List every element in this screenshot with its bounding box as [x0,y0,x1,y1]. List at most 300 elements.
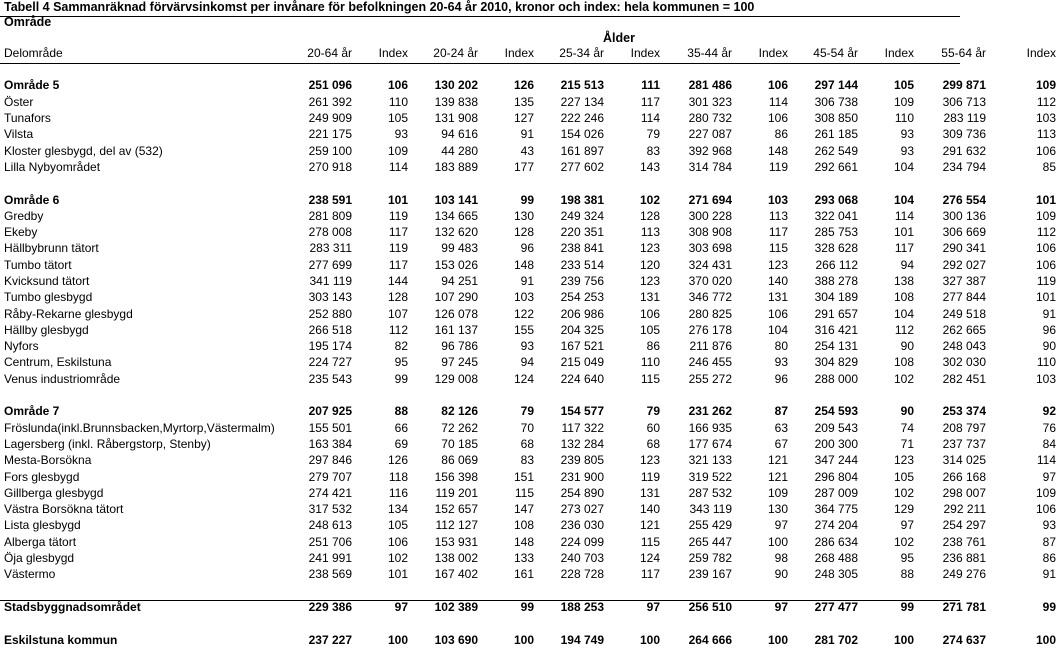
row-label: Gredby [4,208,44,223]
income-cell: 304 829 [814,355,858,370]
index-cell: 79 [646,127,660,142]
table-row [0,534,1056,550]
index-cell: 93 [900,143,914,158]
column-header: 25-34 år [559,45,604,60]
income-cell: 238 761 [942,534,986,549]
spacer-cell [0,615,1056,631]
index-cell: 115 [768,241,788,256]
index-cell: 71 [900,436,914,451]
income-cell: 221 175 [308,127,352,142]
income-cell: 249 518 [942,306,986,321]
income-cell: 281 809 [308,208,352,223]
income-cell: 287 532 [688,485,732,500]
income-cell: 177 674 [688,436,732,451]
income-cell: 112 127 [435,518,478,533]
index-cell: 90 [1042,339,1056,354]
index-cell: 93 [1042,518,1056,533]
income-cell: 302 030 [942,355,986,370]
column-header: 35-44 år [687,45,732,60]
index-cell: 88 [900,567,914,582]
spacer-row [0,583,1056,599]
income-cell: 227 134 [560,94,604,109]
index-cell: 123 [639,453,660,468]
income-cell: 231 262 [688,404,732,419]
income-cell: 262 549 [814,143,858,158]
index-cell: 91 [1042,567,1056,582]
income-cell: 131 908 [434,111,478,126]
index-cell: 99 [520,192,534,207]
table-row [0,452,1056,468]
income-cell: 204 325 [560,322,604,337]
income-cell: 206 986 [560,306,604,321]
table-row [0,273,1056,289]
index-cell: 117 [894,241,914,256]
index-cell: 100 [1035,632,1056,647]
index-cell: 100 [767,534,788,549]
income-cell: 297 144 [814,78,858,93]
column-header: Index [630,45,660,60]
index-cell: 113 [768,208,788,223]
income-cell: 188 253 [560,599,604,614]
income-cell: 283 311 [309,241,352,256]
area-summary-row [0,191,1056,207]
income-cell: 300 136 [942,208,986,223]
index-cell: 105 [387,111,408,126]
index-cell: 109 [893,94,914,109]
income-cell: 239 167 [688,567,732,582]
table-row [0,142,1056,158]
income-cell: 132 284 [560,436,604,451]
row-label: Öja glesbygd [4,551,75,566]
index-cell: 128 [513,225,534,240]
index-cell: 70 [520,420,534,435]
index-cell: 76 [1042,420,1056,435]
index-cell: 117 [388,257,408,272]
index-cell: 130 [513,208,534,223]
index-cell: 106 [387,78,408,93]
table-row [0,436,1056,452]
index-cell: 101 [1035,290,1056,305]
income-cell: 229 386 [308,599,352,614]
income-cell: 308 908 [688,225,732,240]
index-cell: 114 [894,208,914,223]
index-cell: 121 [767,453,788,468]
index-cell: 131 [767,290,788,305]
table-row [0,485,1056,501]
income-cell: 96 786 [441,339,478,354]
income-cell: 254 131 [814,339,858,354]
index-cell: 86 [646,339,660,354]
income-cell: 248 305 [814,567,858,582]
row-label: Hällby glesbygd [4,322,89,337]
row-label: Gillberga glesbygd [4,485,104,500]
index-cell: 99 [394,371,408,386]
income-cell: 299 871 [942,78,986,93]
index-cell: 148 [513,534,534,549]
income-cell: 254 297 [942,518,986,533]
income-cell: 183 889 [434,159,478,174]
income-cell: 249 324 [560,208,604,223]
index-cell: 100 [767,632,788,647]
income-cell: 103 141 [434,192,478,207]
income-cell: 291 657 [814,306,858,321]
area-summary-row [0,403,1056,419]
income-cell: 215 513 [560,78,604,93]
index-cell: 100 [387,632,408,647]
income-cell: 317 532 [308,502,352,517]
index-cell: 120 [639,257,660,272]
income-cell: 107 290 [434,290,478,305]
income-cell: 293 068 [814,192,858,207]
income-cell: 235 543 [308,371,352,386]
index-cell: 90 [900,404,914,419]
index-cell: 100 [513,632,534,647]
index-cell: 102 [893,485,914,500]
column-header: 20-24 år [433,45,478,60]
spacer-row [0,615,1056,631]
index-cell: 128 [639,208,660,223]
index-cell: 109 [767,485,788,500]
column-header: Index [758,45,788,60]
index-cell: 143 [639,159,660,174]
index-cell: 112 [1036,94,1056,109]
index-cell: 106 [767,111,788,126]
index-cell: 93 [900,127,914,142]
index-cell: 135 [513,94,534,109]
index-cell: 121 [767,469,788,484]
index-cell: 134 [387,502,408,517]
income-cell: 249 276 [942,567,986,582]
index-cell: 85 [1042,159,1056,174]
index-cell: 100 [893,632,914,647]
table-row [0,566,1056,582]
index-cell: 119 [388,208,408,223]
income-cell: 324 431 [688,257,732,272]
index-cell: 102 [387,551,408,566]
income-cell: 298 007 [942,485,986,500]
index-cell: 106 [1035,502,1056,517]
row-label: Kvicksund tätort [4,274,90,288]
index-cell: 104 [767,322,788,337]
index-cell: 87 [1042,534,1056,549]
row-label: Stadsbyggnadsområdet [4,599,141,614]
income-cell: 277 602 [560,159,604,174]
row-label: Tumbo glesbygd [4,290,93,305]
index-cell: 86 [774,127,788,142]
income-cell: 276 554 [942,192,986,207]
income-cell: 117 322 [561,420,604,435]
income-cell: 44 280 [441,143,478,158]
index-cell: 124 [639,551,660,566]
row-label: Alberga tätort [4,534,77,549]
income-cell: 300 228 [688,208,732,223]
index-cell: 97 [900,518,914,533]
index-cell: 104 [893,159,914,174]
income-cell: 154 577 [560,404,604,419]
table-body [0,61,1056,648]
index-cell: 138 [893,274,914,288]
column-header: Index [378,45,408,60]
income-cell: 309 736 [942,127,986,142]
income-cell: 255 272 [688,371,732,386]
index-cell: 110 [1036,355,1056,370]
spacer-cell [0,175,1056,191]
index-cell: 128 [387,290,408,305]
income-cell: 239 805 [560,453,604,468]
income-cell: 282 451 [942,371,986,386]
index-cell: 96 [520,241,534,256]
index-cell: 112 [388,322,408,337]
income-cell: 321 133 [688,453,732,468]
income-cell: 280 825 [688,306,732,321]
index-cell: 90 [774,567,788,582]
income-cell: 251 706 [308,534,352,549]
index-cell: 177 [513,159,534,174]
index-cell: 101 [387,192,408,207]
index-cell: 79 [646,404,660,419]
income-cell: 139 838 [434,94,478,109]
index-cell: 93 [520,339,534,354]
index-cell: 123 [639,274,660,288]
income-cell: 119 201 [435,485,478,500]
index-cell: 148 [513,257,534,272]
income-cell: 264 666 [688,632,732,647]
row-label: Lilla Nybyområdet [4,159,101,174]
row-label: Vilsta [4,127,34,142]
index-cell: 74 [900,420,914,435]
index-cell: 104 [893,306,914,321]
income-cell: 153 931 [434,534,478,549]
index-cell: 119 [1036,274,1056,288]
area-summary-row [0,599,1056,615]
index-cell: 92 [1042,404,1056,419]
row-label: Råby-Rekarne glesbygd [4,306,133,321]
table-row [0,322,1056,338]
income-cell: 266 518 [308,322,352,337]
index-cell: 106 [639,306,660,321]
index-cell: 90 [900,339,914,354]
column-header-row [0,44,1056,61]
income-cell: 304 189 [814,290,858,305]
index-cell: 93 [394,127,408,142]
income-cell: 102 389 [434,599,478,614]
row-label: Hällbybrunn tätort [4,241,99,256]
index-cell: 101 [893,225,914,240]
index-cell: 119 [768,159,788,174]
index-cell: 95 [900,551,914,566]
income-cell: 234 794 [942,159,986,174]
omrade-header: Område [4,15,52,29]
index-cell: 69 [394,436,408,451]
index-cell: 126 [387,453,408,468]
income-cell: 154 026 [560,127,604,142]
column-header-delomrade: Delområde [4,45,63,60]
row-label: Öster [4,94,34,109]
table-row [0,208,1056,224]
top-rule [0,16,960,17]
index-cell: 94 [900,257,914,272]
index-cell: 67 [774,436,788,451]
index-cell: 109 [1035,208,1056,223]
income-cell: 277 699 [308,257,352,272]
index-cell: 101 [387,567,408,582]
table-row [0,550,1056,566]
table-row [0,159,1056,175]
income-cell: 346 772 [688,290,732,305]
income-cell: 224 640 [560,371,604,386]
index-cell: 118 [388,469,408,484]
index-cell: 82 [394,339,408,354]
index-cell: 117 [640,567,660,582]
index-cell: 112 [1036,225,1056,240]
index-cell: 114 [640,111,660,126]
index-cell: 108 [893,290,914,305]
income-cell: 236 030 [560,518,604,533]
index-cell: 119 [640,469,660,484]
income-cell: 271 781 [942,599,986,614]
index-cell: 91 [1042,306,1056,321]
index-cell: 114 [388,159,408,174]
index-cell: 106 [1035,257,1056,272]
income-cell: 262 665 [942,322,986,337]
spacer-cell [0,387,1056,403]
income-cell: 306 738 [814,94,858,109]
index-cell: 99 [1042,599,1056,614]
income-cell: 259 782 [688,551,732,566]
index-cell: 102 [893,534,914,549]
income-cell: 227 087 [688,127,732,142]
income-cell: 288 000 [814,371,858,386]
income-cell: 200 300 [814,436,858,451]
income-cell: 343 119 [689,502,732,517]
income-cell: 224 727 [308,355,352,370]
index-cell: 114 [768,94,788,109]
income-cell: 256 510 [688,599,732,614]
income-cell: 237 227 [308,632,352,647]
table-row [0,110,1056,126]
index-cell: 94 [520,355,534,370]
income-cell: 251 096 [308,78,352,93]
column-header: Index [504,45,534,60]
income-cell: 283 119 [943,111,986,126]
area-summary-row [0,631,1056,647]
table-row [0,354,1056,370]
index-cell: 68 [520,436,534,451]
income-cell: 224 099 [560,534,604,549]
income-cell: 239 756 [560,274,604,288]
index-cell: 108 [893,355,914,370]
alder-header: Ålder [603,31,635,45]
index-cell: 114 [1036,453,1056,468]
column-header: 55-64 år [941,45,986,60]
income-cell: 94 251 [441,274,478,288]
income-cell: 274 204 [814,518,858,533]
footer-rule [0,600,960,601]
income-cell: 103 690 [434,632,478,647]
income-cell: 99 483 [441,241,478,256]
row-label: Mesta-Borsökna [4,453,92,468]
table-title: Tabell 4 Sammanräknad förvärvsinkomst per invånare för befolkningen 20-64 år 2010, kronor och index: hela kommunen = 100 [4,0,755,14]
income-cell: 277 844 [942,290,986,305]
income-cell: 301 323 [688,94,732,109]
income-cell: 215 049 [560,355,604,370]
income-cell: 155 501 [308,420,352,435]
income-cell: 161 137 [434,322,478,337]
income-cell: 347 244 [814,453,858,468]
index-cell: 129 [893,502,914,517]
income-cell: 161 897 [560,143,604,158]
row-label: Fröslunda(inkl.Brunnsbacken,Myrtorp,Västermalm) [4,420,275,435]
row-label: Västra Borsökna tätort [4,502,124,517]
index-cell: 113 [640,225,660,240]
table-row [0,257,1056,273]
income-cell: 194 749 [560,632,604,647]
index-cell: 102 [893,371,914,386]
income-cell: 281 486 [688,78,732,93]
index-cell: 60 [646,420,660,435]
index-cell: 43 [520,143,534,158]
income-cell: 266 168 [942,469,986,484]
table-row [0,94,1056,110]
row-label: Centrum, Eskilstuna [4,355,112,370]
income-cell: 132 620 [434,225,478,240]
index-cell: 109 [387,143,408,158]
index-cell: 101 [1035,192,1056,207]
income-cell: 222 246 [560,111,604,126]
table-row [0,240,1056,256]
income-cell: 97 245 [441,355,478,370]
income-cell: 152 657 [434,502,478,517]
index-cell: 104 [893,192,914,207]
index-cell: 107 [387,306,408,321]
table-row [0,468,1056,484]
table-row [0,305,1056,321]
income-cell: 285 753 [814,225,858,240]
index-cell: 106 [767,78,788,93]
column-header: 45-54 år [813,45,858,60]
income-cell: 82 126 [441,404,478,419]
index-cell: 105 [639,322,660,337]
income-cell: 259 100 [308,143,352,158]
income-cell: 207 925 [308,404,352,419]
index-cell: 98 [774,551,788,566]
row-label: Tumbo tätort [4,257,72,272]
index-cell: 105 [893,469,914,484]
index-cell: 117 [640,94,660,109]
income-cell: 167 402 [434,567,478,582]
index-cell: 116 [388,485,408,500]
income-cell: 274 637 [942,632,986,647]
index-cell: 127 [513,111,534,126]
income-cell: 195 174 [308,339,352,354]
index-cell: 115 [514,485,534,500]
income-cell: 276 178 [688,322,732,337]
income-cell: 273 027 [560,502,604,517]
index-cell: 86 [1042,551,1056,566]
income-cell: 153 026 [434,257,478,272]
income-cell: 236 881 [942,551,986,566]
income-cell: 208 797 [942,420,986,435]
income-cell: 209 543 [814,420,858,435]
income-cell: 255 429 [688,518,732,533]
table-row [0,501,1056,517]
income-cell: 291 632 [942,143,986,158]
index-cell: 88 [394,404,408,419]
index-cell: 106 [387,534,408,549]
income-cell: 156 398 [434,469,478,484]
index-cell: 155 [513,322,534,337]
income-cell: 126 078 [434,306,478,321]
